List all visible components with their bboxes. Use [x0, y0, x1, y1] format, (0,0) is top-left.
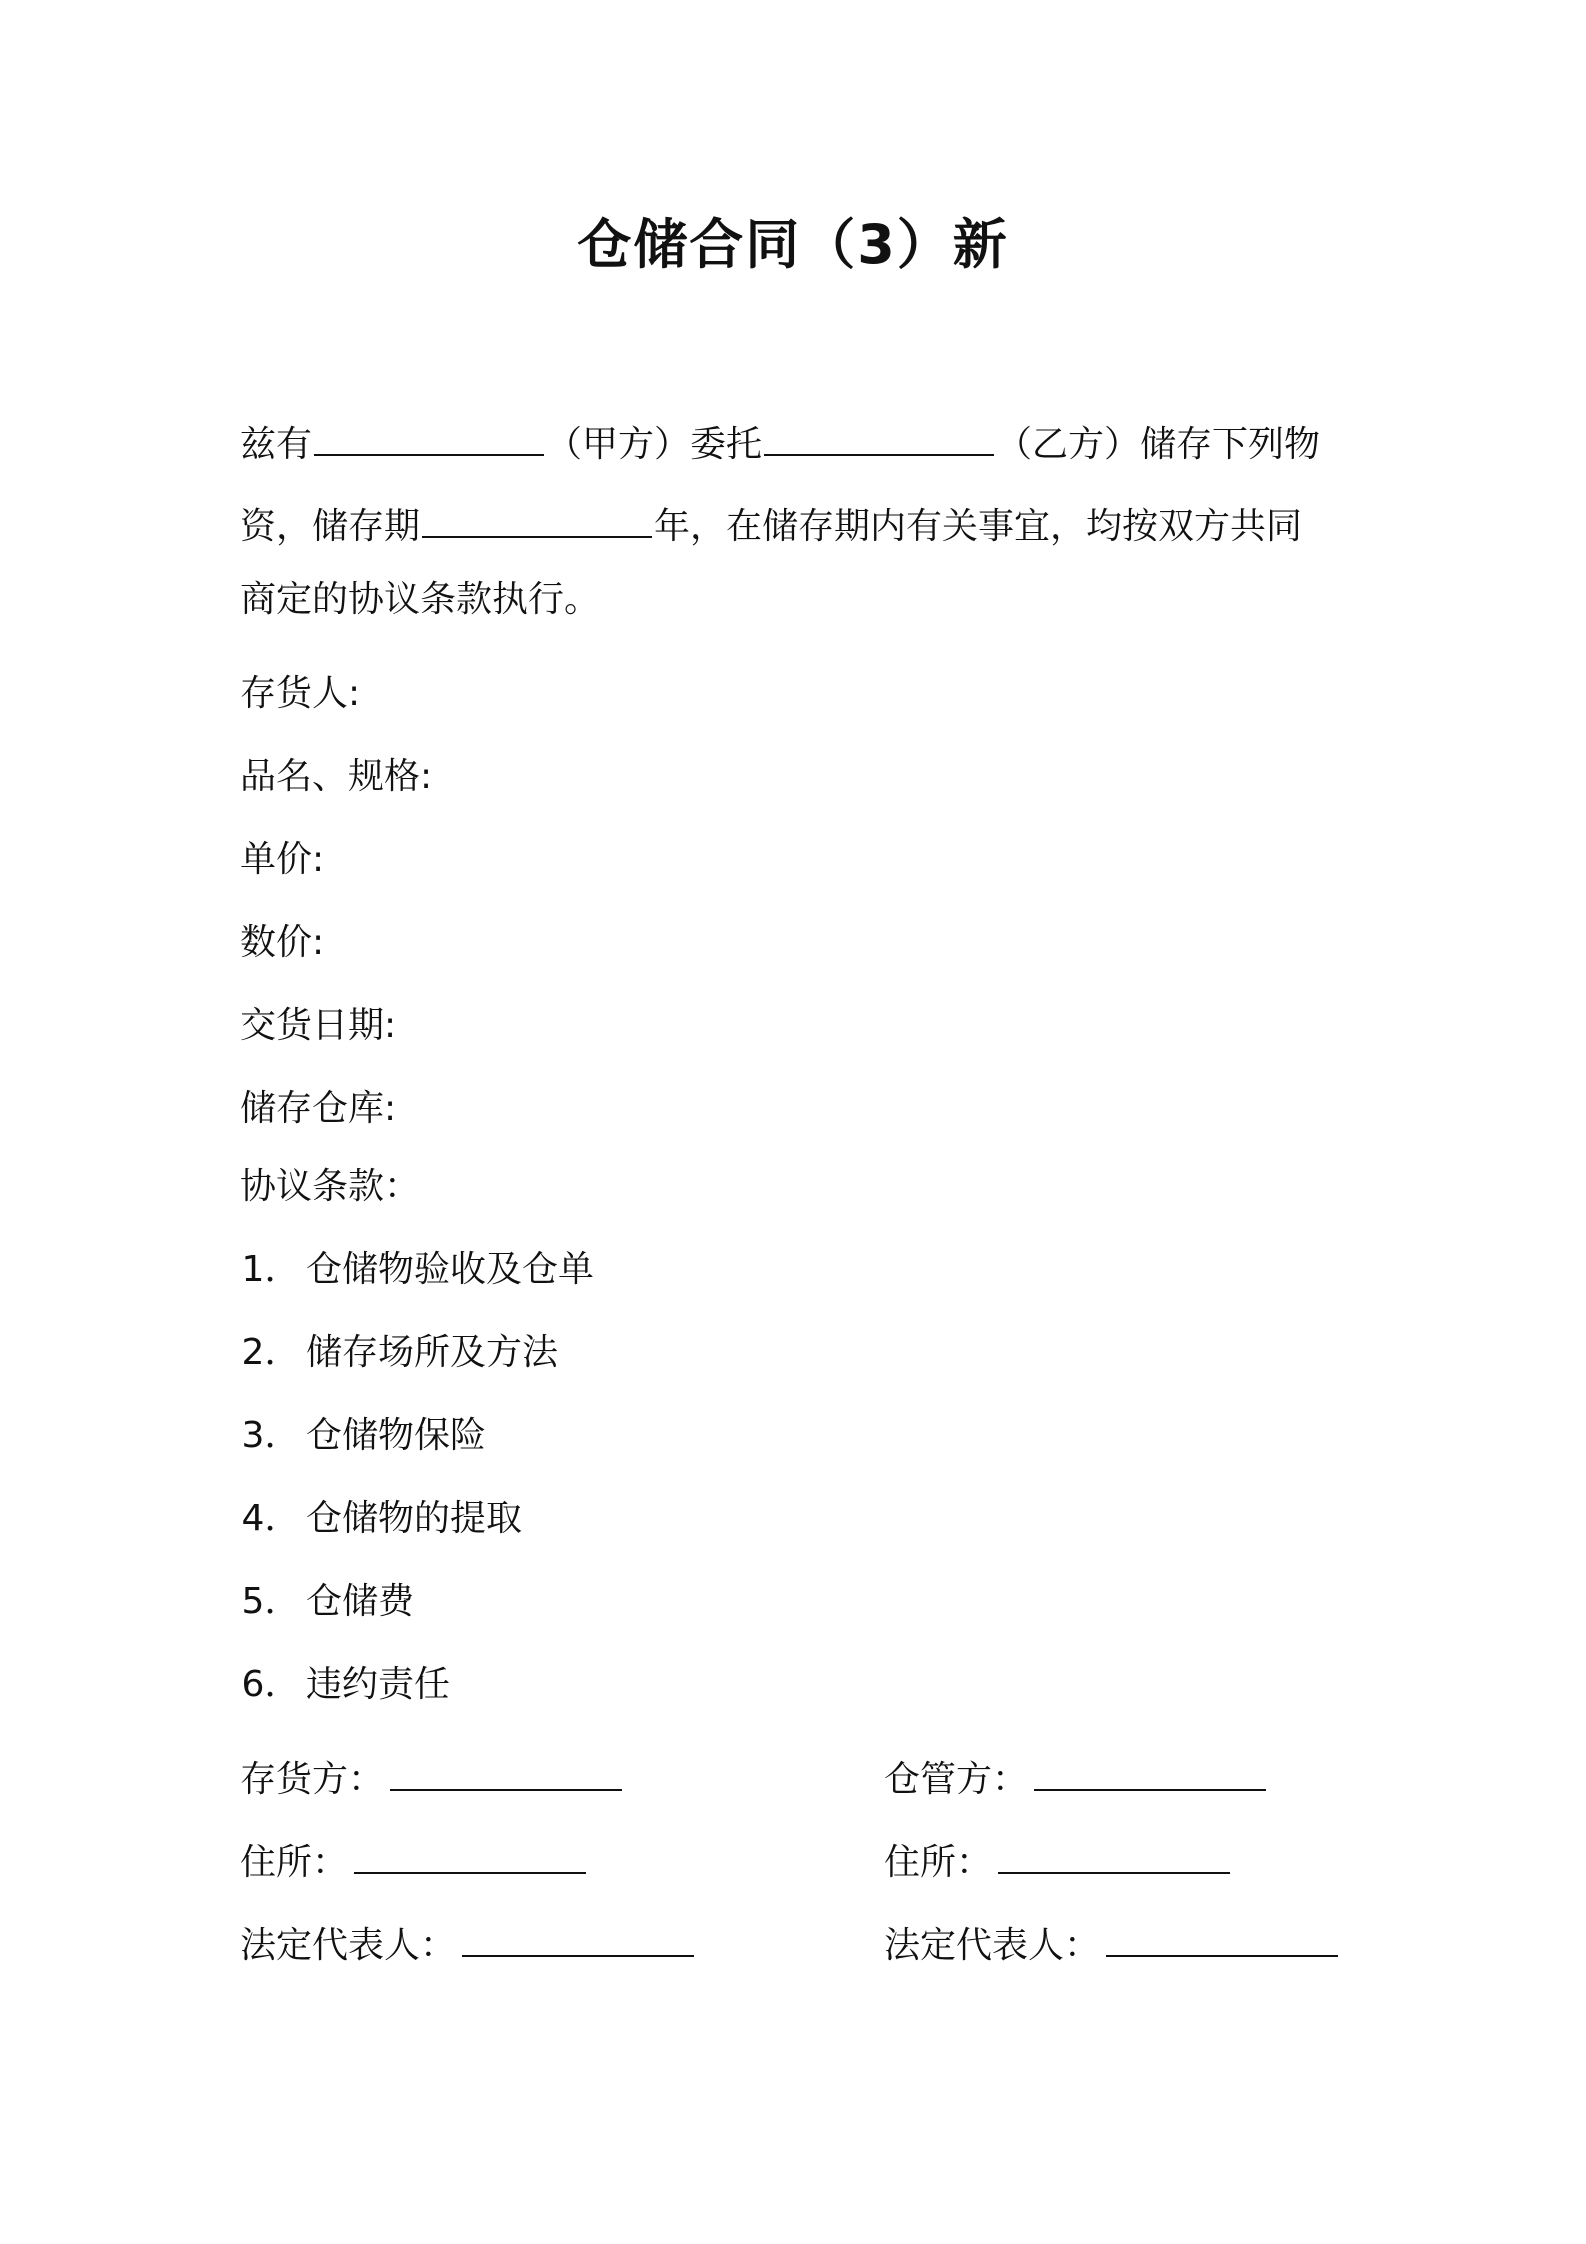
clause-text: 仓储物的提取 [306, 1498, 523, 1539]
list-item [236, 1499, 522, 1539]
signature-blank [1034, 1755, 1266, 1791]
signature-label: 法定代表人： [884, 1925, 1101, 1966]
signature-label: 法定代表人： [240, 1925, 457, 1966]
signature-blank [390, 1755, 622, 1791]
page-title: 仓储合同（3）新 [577, 213, 1009, 276]
clause-text: 仓储物保险 [306, 1415, 487, 1456]
intro-text: 兹有 [240, 424, 313, 465]
clause-number: 2． [241, 1332, 301, 1373]
intro-text: （甲方）委托 [546, 424, 763, 465]
list-item [236, 1333, 558, 1373]
intro-text: 年，在储存期内有关事宜，均按双方共同 [654, 506, 1303, 547]
party-b-blank [764, 420, 994, 456]
depositor-signature [240, 1755, 622, 1800]
signature-blank [354, 1838, 586, 1874]
warehouse-keeper-address [884, 1838, 1230, 1883]
field-unit-price: 单价: [240, 839, 325, 880]
storage-period-blank [422, 502, 652, 538]
warehouse-keeper-signature [884, 1755, 1266, 1800]
signature-label: 住所： [240, 1842, 349, 1883]
clause-number: 6． [241, 1664, 301, 1705]
list-item [236, 1416, 486, 1456]
signature-blank [998, 1838, 1230, 1874]
field-warehouse: 储存仓库: [240, 1088, 397, 1129]
clause-number: 1． [241, 1249, 301, 1290]
intro-line-2 [240, 502, 1302, 547]
warehouse-keeper-legal-rep [884, 1921, 1338, 1966]
clause-text: 仓储费 [306, 1581, 415, 1622]
clause-text: 违约责任 [306, 1664, 451, 1705]
intro-text: （乙方）储存下列物 [996, 424, 1321, 465]
list-item [236, 1665, 450, 1705]
field-depositor: 存货人: [240, 673, 361, 714]
signature-label: 住所： [884, 1842, 993, 1883]
list-item [236, 1250, 594, 1290]
clause-text: 仓储物验收及仓单 [306, 1249, 595, 1290]
signature-blank [462, 1921, 694, 1957]
clause-number: 5． [241, 1581, 301, 1622]
signature-label: 仓管方： [884, 1759, 1029, 1800]
clause-number: 4． [241, 1498, 301, 1539]
depositor-legal-rep [240, 1921, 694, 1966]
depositor-address [240, 1838, 586, 1883]
field-agreement-terms: 协议条款： [240, 1166, 421, 1207]
field-delivery-date: 交货日期: [240, 1005, 397, 1046]
intro-text: 资，储存期 [240, 506, 421, 547]
field-product-spec: 品名、规格: [240, 756, 433, 797]
party-a-blank [314, 420, 544, 456]
clause-number: 3． [241, 1415, 301, 1456]
list-item [236, 1582, 414, 1622]
clause-text: 储存场所及方法 [306, 1332, 559, 1373]
signature-blank [1106, 1921, 1338, 1957]
signature-label: 存货方： [240, 1759, 385, 1800]
intro-line-3: 商定的协议条款执行。 [240, 579, 601, 620]
field-quantity-price: 数价: [240, 922, 325, 963]
intro-line-1 [240, 420, 1320, 465]
